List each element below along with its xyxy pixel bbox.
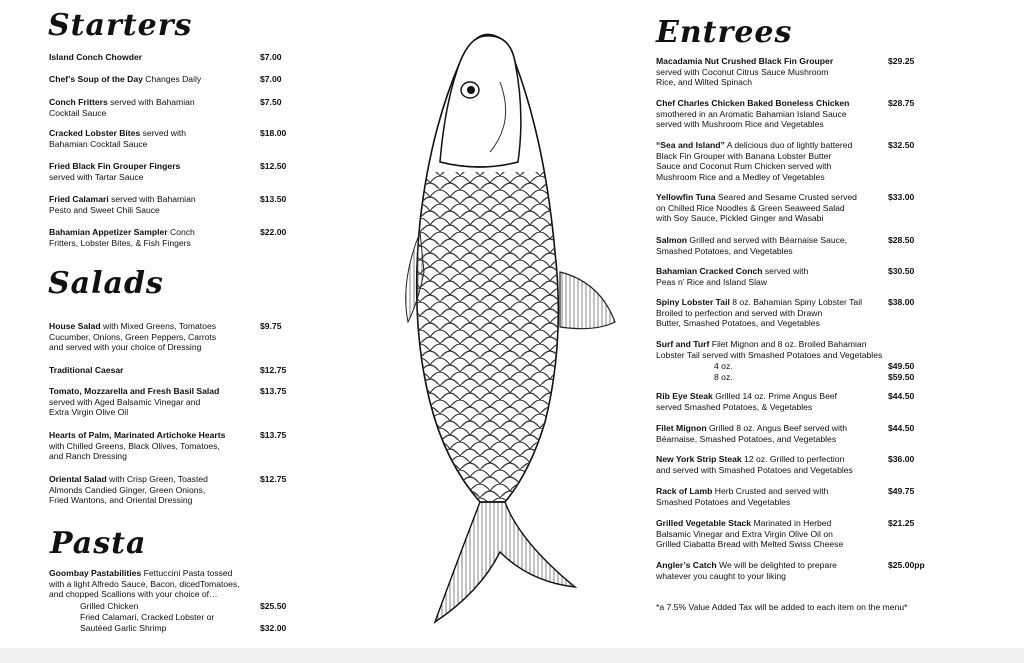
menu-item-name: Yellowfin Tuna bbox=[656, 192, 716, 202]
menu-item-price: $49.75 bbox=[888, 486, 915, 496]
menu-item-desc: Conch Fritters, Lobster Bites, & Fish Fingers bbox=[49, 227, 195, 248]
menu-item-desc: Seared and Sesame Crusted served on Chilled Rice Noodles & Green Seaweed Salad with Soy Sauce, Pickled Ginger and Wasabi bbox=[656, 192, 857, 224]
menu-item bbox=[49, 227, 249, 248]
menu-item bbox=[49, 386, 254, 418]
salads-heading: Salads bbox=[48, 266, 164, 301]
menu-item-price: $44.50 bbox=[888, 423, 915, 433]
menu-item-desc: with Crisp Green, Toasted Almonds Candied Ginger, Green Onions, Fried Wantons, and Oriental Dressing bbox=[49, 474, 208, 506]
menu-item bbox=[49, 52, 249, 63]
menu-item-desc: Herb Crusted and served with Smashed Potatoes and Vegetables bbox=[656, 486, 829, 507]
menu-item-price: $36.00 bbox=[888, 454, 915, 464]
menu-item bbox=[656, 235, 886, 256]
menu-item-name: Chef’s Soup of the Day bbox=[49, 74, 143, 84]
menu-item-desc: We will be delighted to prepare whatever you caught to your liking bbox=[656, 560, 837, 581]
menu-item bbox=[656, 339, 886, 360]
pasta-item-desc: Fettuccini Pasta tossed with a light Alfredo Sauce, Bacon, dicedTomatoes, and chopped Scallions with your choice of… bbox=[49, 568, 240, 600]
surf-turf-price: $49.50 bbox=[888, 361, 915, 371]
pasta-option-price: $25.50 bbox=[260, 601, 287, 611]
menu-item-name: Conch Fritters bbox=[49, 97, 108, 107]
menu-item bbox=[656, 560, 886, 581]
menu-item-name: Rack of Lamb bbox=[656, 486, 713, 496]
surf-turf-size: 4 oz. bbox=[714, 361, 733, 371]
menu-item bbox=[49, 161, 249, 182]
menu-item-price: $28.50 bbox=[888, 235, 915, 245]
menu-item bbox=[656, 56, 886, 88]
menu-item-name: Salmon bbox=[656, 235, 688, 245]
menu-item-desc: Grilled 8 oz. Angus Beef served with Béarnaise, Smashed Potatoes, and Vegetables bbox=[656, 423, 848, 444]
menu-item-name: Bahamian Appetizer Sampler bbox=[49, 227, 168, 237]
menu-item-desc: Changes Daily bbox=[142, 74, 202, 84]
menu-item-name: Spiny Lobster Tail bbox=[656, 297, 730, 307]
menu-item bbox=[656, 518, 886, 550]
menu-item-name: Traditional Caesar bbox=[49, 365, 124, 375]
menu-item-name: Grilled Vegetable Stack bbox=[656, 518, 752, 528]
menu-item bbox=[656, 266, 886, 287]
menu-item-desc: served with Coconut Citrus Sauce Mushroom Rice, and Wilted Spinach bbox=[656, 66, 829, 88]
menu-item-price: $44.50 bbox=[888, 391, 915, 401]
pasta-item bbox=[49, 568, 254, 600]
tax-footnote: *a 7.5% Value Added Tax will be added to each item on the menu* bbox=[656, 602, 908, 612]
menu-item-name: “Sea and Island” bbox=[656, 140, 725, 150]
menu-item-price: $28.75 bbox=[888, 98, 915, 108]
menu-item bbox=[656, 297, 886, 329]
pasta-option-label: Grilled Chicken bbox=[80, 601, 139, 611]
menu-item-name: Chef Charles Chicken Baked Boneless Chicken bbox=[656, 98, 850, 108]
menu-item bbox=[656, 486, 886, 507]
pasta-option-label: Fried Calamari, Cracked Lobster or Sautéed Garlic Shrimp bbox=[80, 612, 215, 633]
menu-item-name: Island Conch Chowder bbox=[49, 52, 143, 62]
surf-turf-size: 8 oz. bbox=[714, 372, 733, 382]
menu-item-price: $38.00 bbox=[888, 297, 915, 307]
menu-item bbox=[656, 140, 886, 182]
menu-item-name: Oriental Salad bbox=[49, 474, 107, 484]
menu-item-name: House Salad bbox=[49, 321, 101, 331]
menu-item-desc: served with Bahamian Pesto and Sweet Chili Sauce bbox=[49, 194, 196, 215]
menu-item bbox=[49, 128, 249, 149]
menu-item-name: Surf and Turf bbox=[656, 339, 710, 349]
menu-item-price: $22.00 bbox=[260, 227, 287, 237]
menu-item-price: $29.25 bbox=[888, 56, 915, 66]
menu-item bbox=[656, 454, 886, 475]
menu-item-price: $30.50 bbox=[888, 266, 915, 276]
menu-item-price: $13.50 bbox=[260, 194, 287, 204]
menu-item-name: Bahamian Cracked Conch bbox=[656, 266, 763, 276]
menu-item bbox=[49, 321, 254, 353]
menu-item-desc: Grilled and served with Béarnaise Sauce, Smashed Potatoes, and Vegetables bbox=[656, 235, 848, 256]
menu-item-price: $12.75 bbox=[260, 474, 287, 484]
menu-item-desc: with Chilled Greens, Black Olives, Tomatoes, and Ranch Dressing bbox=[49, 440, 220, 462]
pasta-item-name: Goombay Pastabilities bbox=[49, 568, 142, 578]
menu-item-desc: 8 oz. Bahamian Spiny Lobster Tail Broiled to perfection and served with Drawn Butter, Smashed Potatoes, and Vegetables bbox=[656, 297, 863, 329]
menu-item bbox=[656, 391, 886, 412]
entrees-heading: Entrees bbox=[656, 15, 793, 50]
menu-item-price: $21.25 bbox=[888, 518, 915, 528]
menu-item-price: $25.00pp bbox=[888, 560, 925, 570]
menu-item-desc: served with Peas n’ Rice and Island Slaw bbox=[656, 266, 809, 287]
menu-item bbox=[49, 194, 249, 215]
menu-item bbox=[656, 98, 886, 130]
menu-item bbox=[49, 97, 249, 118]
menu-item-desc: served with Aged Balsamic Vinegar and Extra Virgin Olive Oil bbox=[49, 396, 201, 418]
page-bottom-bar bbox=[0, 648, 1024, 663]
menu-item-desc: served with Tartar Sauce bbox=[49, 171, 144, 182]
menu-item-price: $12.75 bbox=[260, 365, 287, 375]
menu-item bbox=[49, 474, 254, 506]
menu-item bbox=[656, 192, 886, 224]
menu-item-price: $9.75 bbox=[260, 321, 282, 331]
menu-item bbox=[49, 365, 254, 376]
menu-item-price: $12.50 bbox=[260, 161, 287, 171]
pasta-heading: Pasta bbox=[50, 526, 147, 561]
menu-item-price: $33.00 bbox=[888, 192, 915, 202]
surf-turf-price: $59.50 bbox=[888, 372, 915, 382]
menu-item-name: Fried Black Fin Grouper Fingers bbox=[49, 161, 181, 171]
menu-item-name: New York Strip Steak bbox=[656, 454, 742, 464]
menu-item-desc: with Mixed Greens, Tomatoes Cucumber, Onions, Green Peppers, Carrots and served with your choice of Dressing bbox=[49, 321, 217, 353]
menu-item-name: Rib Eye Steak bbox=[656, 391, 713, 401]
fish-illustration-icon bbox=[360, 22, 630, 627]
menu-item-desc: Grilled 14 oz. Prime Angus Beef served Smashed Potatoes, & Vegetables bbox=[656, 391, 838, 412]
menu-item-name: Filet Mignon bbox=[656, 423, 707, 433]
menu-item bbox=[49, 74, 249, 85]
menu-item-name: Cracked Lobster Bites bbox=[49, 128, 141, 138]
menu-item-price: $7.00 bbox=[260, 74, 282, 84]
menu-item bbox=[49, 430, 254, 462]
menu-item-price: $18.00 bbox=[260, 128, 287, 138]
menu-item-desc: served with Bahamian Cocktail Sauce bbox=[49, 97, 195, 118]
menu-item-price: $7.50 bbox=[260, 97, 282, 107]
menu-item-price: $13.75 bbox=[260, 430, 287, 440]
menu-item-desc: A delicious duo of lightly battered Black Fin Grouper with Banana Lobster Butter Sauce and Coconut Rum Chicken served with Mushroom Rice and a Medley of Vegetables bbox=[656, 140, 853, 182]
menu-item-name: Angler’s Catch bbox=[656, 560, 717, 570]
menu-item-name: Macadamia Nut Crushed Black Fin Grouper bbox=[656, 56, 834, 66]
menu-item-price: $7.00 bbox=[260, 52, 282, 62]
menu-item-desc: Filet Mignon and 8 oz. Broiled Bahamian Lobster Tail served with Smashed Potatoes and Vegetables bbox=[656, 339, 883, 360]
menu-item-desc: 12 oz. Grilled to perfection and served with Smashed Potatoes and Vegetables bbox=[656, 454, 853, 475]
menu-item-desc: served with Bahamian Cocktail Sauce bbox=[49, 128, 187, 149]
menu-item-price: $13.75 bbox=[260, 386, 287, 396]
menu-item-name: Tomato, Mozzarella and Fresh Basil Salad bbox=[49, 386, 220, 396]
menu-item-desc: smothered in an Aromatic Bahamian Island Sauce served with Mushroom Rice and Vegetables bbox=[656, 108, 847, 130]
menu-item-desc: Marinated in Herbed Balsamic Vinegar and Extra Virgin Olive Oil on Grilled Ciabatta Bread with Melted Swiss Cheese bbox=[656, 518, 844, 550]
menu-item-name: Fried Calamari bbox=[49, 194, 109, 204]
starters-heading: Starters bbox=[48, 8, 193, 43]
menu-item-name: Hearts of Palm, Marinated Artichoke Hearts bbox=[49, 430, 226, 440]
pasta-option-price: $32.00 bbox=[260, 623, 287, 633]
menu-item-price: $32.50 bbox=[888, 140, 915, 150]
menu-item bbox=[656, 423, 886, 444]
